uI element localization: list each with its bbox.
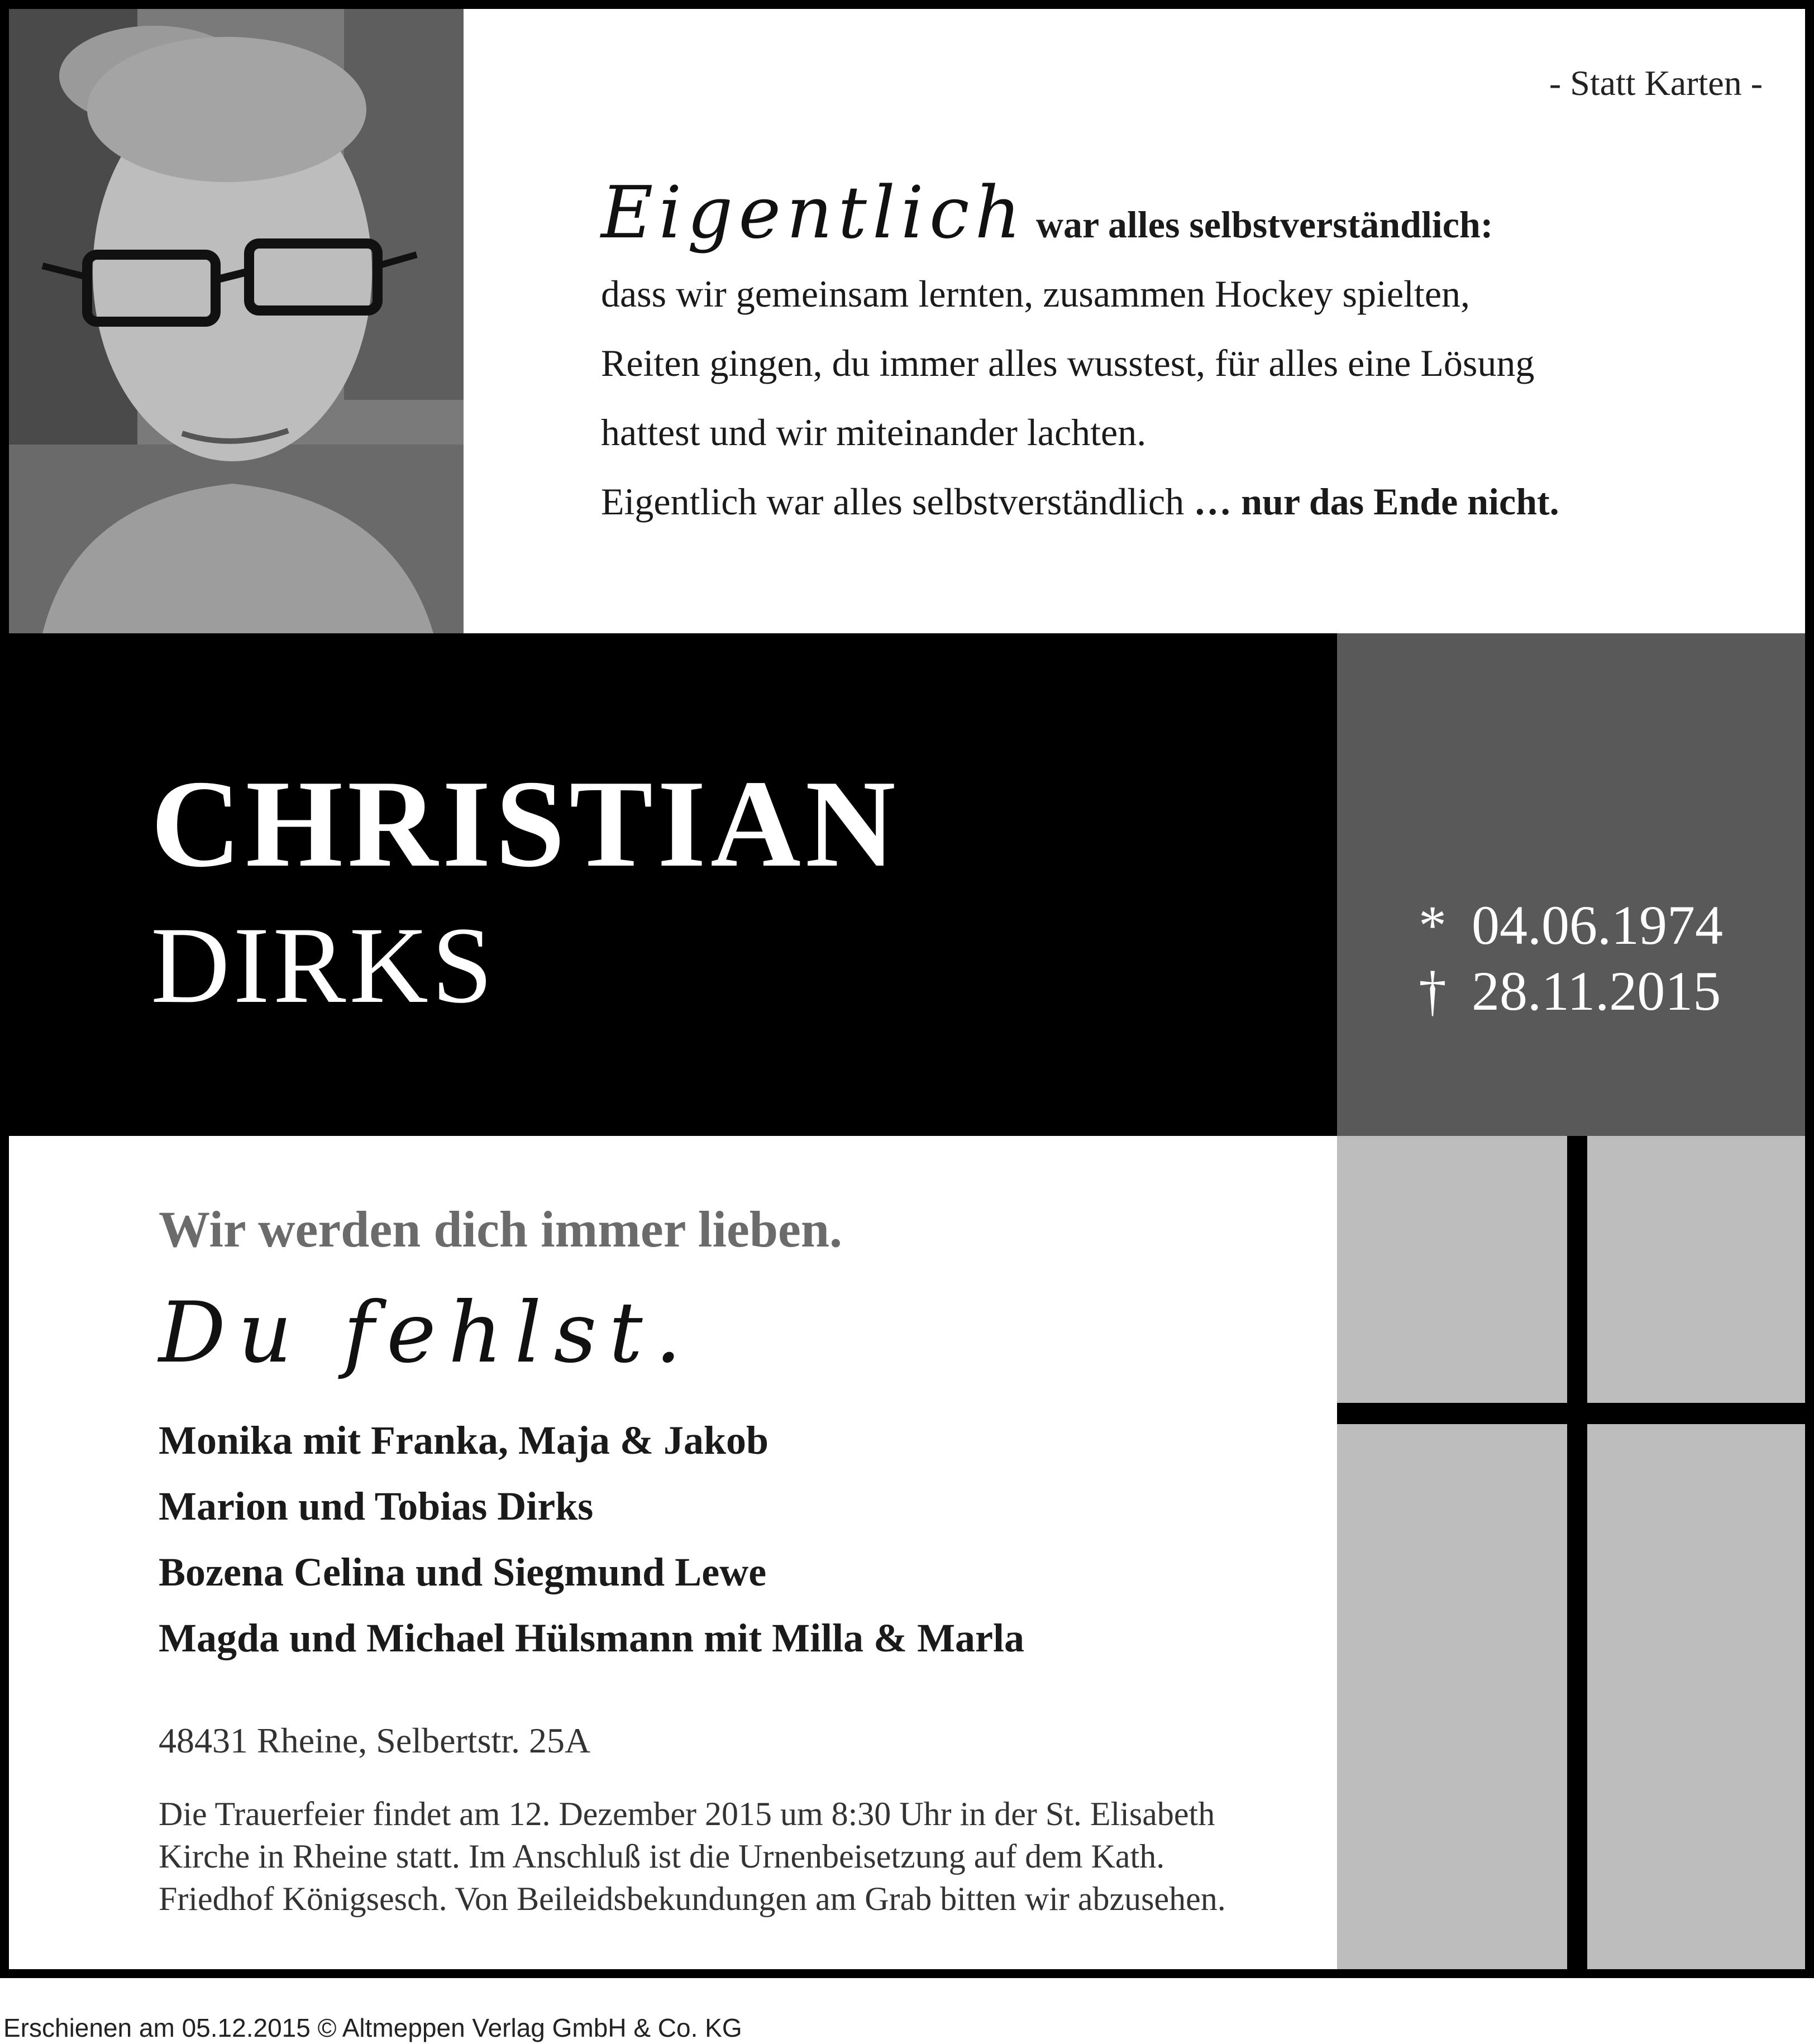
cross-horizontal-bar	[1337, 1403, 1805, 1424]
love-line: Wir werden dich immer lieben.	[159, 1201, 843, 1258]
poem-line-4: hattest und wir miteinander lachten.	[601, 411, 1147, 453]
death-date: 28.11.2015	[1472, 960, 1721, 1022]
poem-line-3: Reiten gingen, du immer alles wusstest, für alles eine Lösung	[601, 342, 1535, 384]
poem-line-2: dass wir gemeinsam lernten, zusammen Hockey spielten,	[601, 273, 1470, 315]
ceremony-line-1: Die Trauerfeier findet am 12. Dezember 2015 um 8:30 Uhr in der St. Elisabeth	[159, 1795, 1215, 1832]
death-cross-icon: †	[1419, 960, 1447, 1022]
last-name: DIRKS	[151, 905, 497, 1026]
poem-line-5-bold: … nur das Ende nicht.	[1194, 480, 1559, 523]
family-member: Magda und Michael Hülsmann mit Milla & Marla	[159, 1616, 1025, 1660]
poem-line-1	[601, 171, 1774, 259]
portrait-photo	[9, 9, 464, 633]
dates-band	[1337, 633, 1805, 1136]
birth-row	[1407, 892, 1723, 958]
first-name: CHRISTIAN	[151, 754, 900, 893]
family-member: Monika mit Franka, Maja & Jakob	[159, 1418, 769, 1463]
address: 48431 Rheine, Selbertstr. 25A	[159, 1721, 591, 1760]
family-list	[159, 1407, 1024, 1671]
ceremony-info	[159, 1793, 1320, 1920]
life-dates	[1407, 892, 1723, 1024]
statt-karten-label: - Statt Karten -	[1549, 63, 1763, 103]
poem-script-word: Eigentlich	[601, 171, 1027, 255]
ceremony-line-2: Kirche in Rheine statt. Im Anschluß ist die Urnenbeisetzung auf dem Kath.	[159, 1838, 1165, 1875]
publication-footer: Erschienen am 05.12.2015 © Altmeppen Verlag GmbH & Co. KG	[3, 2013, 742, 2042]
poem-line-1-rest: war alles selbstverständlich:	[1035, 203, 1493, 246]
poem-line-5	[601, 467, 1774, 536]
ceremony-line-3: Friedhof Königsesch. Von Beileidsbekundungen am Grab bitten wir abzusehen.	[159, 1880, 1226, 1917]
birth-date: 04.06.1974	[1472, 894, 1723, 956]
birth-star-icon: *	[1419, 894, 1447, 956]
poem	[601, 171, 1774, 536]
family-member: Bozena Celina und Siegmund Lewe	[159, 1550, 767, 1594]
poem-line-5-regular: Eigentlich war alles selbstverständlich	[601, 480, 1185, 523]
death-row	[1407, 958, 1723, 1024]
du-fehlst-script: Du fehlst.	[159, 1284, 694, 1382]
cross-vertical-bar	[1567, 1136, 1587, 1969]
family-member: Marion und Tobias Dirks	[159, 1484, 594, 1529]
